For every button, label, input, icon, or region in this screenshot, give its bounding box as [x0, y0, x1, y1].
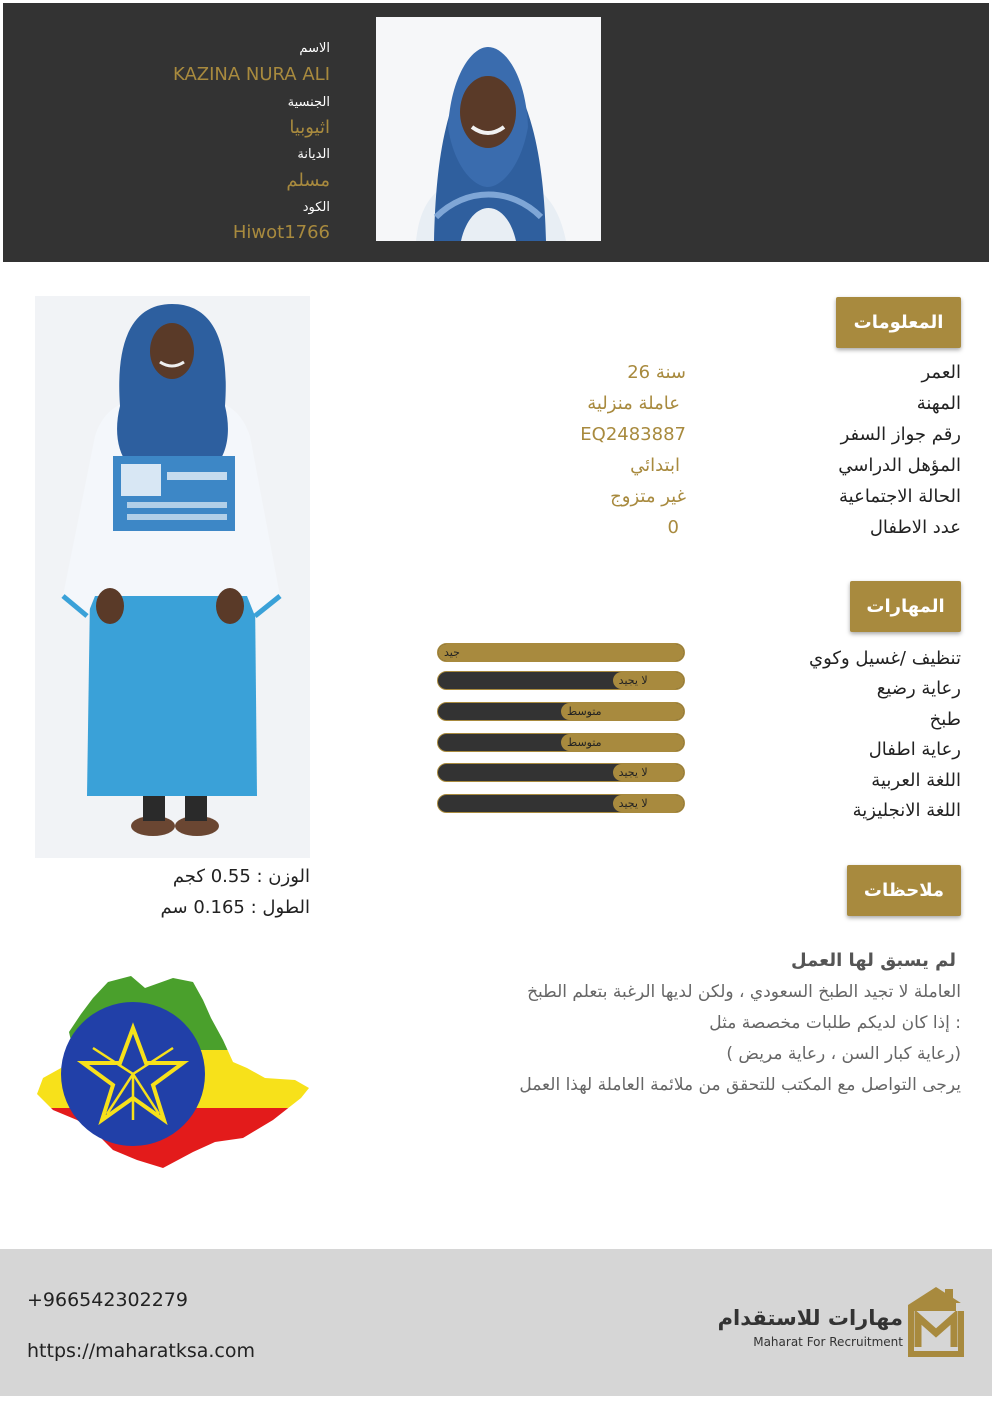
ethiopia-map-flag-icon — [33, 970, 313, 1180]
children-label: عدد الاطفال — [869, 517, 961, 538]
skill-bar-arabic — [437, 763, 685, 782]
profession-label: المهنة — [916, 393, 961, 414]
age-value: 26 سنة — [627, 362, 686, 383]
skill-bar-english — [437, 794, 685, 813]
nationality-label: الجنسية — [287, 95, 330, 110]
religion-value: مسلم — [286, 170, 330, 191]
skill-bar-child-care — [437, 733, 685, 752]
skill-level-text: لا يجيد — [618, 674, 648, 687]
skill-bar-fill — [561, 734, 684, 751]
portrait-photo-illustration — [376, 17, 601, 241]
note-line: ( رعاية كبار السن ، رعاية مريض) — [726, 1044, 961, 1064]
skill-level-text: لا يجيد — [618, 766, 648, 779]
note-line: يرجى التواصل مع المكتب للتحقق من ملائمة العاملة لهذا العمل — [519, 1075, 961, 1095]
logo-english-name: Maharat For Recruitment — [753, 1335, 903, 1349]
skill-label-cleaning: تنظيف /غسيل وكوي — [809, 648, 961, 669]
passport-label: رقم جواز السفر — [840, 424, 961, 445]
skill-level-text: متوسط — [567, 705, 602, 718]
note-line: إذا كان لديكم طلبات مخصصة مثل : — [709, 1013, 961, 1033]
logo-arabic-name: مهارات للاستقدام — [717, 1306, 903, 1330]
marital-status-value: غير متزوج — [610, 486, 686, 507]
skill-level-text: متوسط — [567, 736, 602, 749]
skill-bar-fill — [613, 672, 684, 689]
weight-value: الوزن : 0.55 كجم — [172, 866, 310, 887]
skill-bar-infant-care — [437, 671, 685, 690]
children-value: 0 — [667, 517, 679, 538]
nationality-value: اثيوبيا — [289, 117, 330, 138]
passport-value: EQ2483887 — [580, 424, 686, 445]
skills-section-tab: المهارات — [850, 581, 961, 632]
height-value: الطول : 0.165 سم — [160, 897, 310, 918]
education-label: المؤهل الدراسي — [838, 455, 961, 476]
skill-level-text: لا يجيد — [618, 797, 648, 810]
religion-label: الديانة — [297, 147, 330, 162]
note-line: العاملة لا تجيد الطبخ السعودي ، ولكن لديها الرغبة بتعلم الطبخ — [527, 982, 961, 1002]
skill-bar-fill — [613, 795, 684, 812]
full-body-photo — [35, 296, 310, 858]
info-section-tab: المعلومات — [836, 297, 961, 348]
skill-label-child-care: رعاية اطفال — [868, 739, 961, 760]
skill-bar-cooking — [437, 702, 685, 721]
skill-bar-fill — [561, 703, 684, 720]
portrait-photo — [376, 17, 601, 241]
age-label: العمر — [921, 362, 961, 383]
education-value: ابتدائي — [630, 455, 680, 476]
skill-label-cooking: طبخ — [929, 709, 961, 730]
skill-level-text: جيد — [444, 646, 460, 659]
code-value: Hiwot1766 — [232, 222, 330, 243]
full-body-photo-illustration — [35, 296, 310, 858]
worker-name: KAZINA NURA ALI — [172, 64, 330, 85]
skill-label-arabic: اللغة العربية — [871, 770, 961, 791]
name-label: الاسم — [299, 41, 330, 56]
skill-label-english: اللغة الانجليزية — [852, 800, 961, 821]
skill-bar-fill — [613, 764, 684, 781]
notes-section-tab: ملاحظات — [847, 865, 961, 916]
skill-label-infant-care: رعاية رضيع — [876, 678, 961, 699]
code-label: الكود — [302, 200, 330, 215]
skill-bar-cleaning — [437, 643, 685, 662]
website-link[interactable]: https://maharatksa.com — [27, 1340, 256, 1362]
marital-status-label: الحالة الاجتماعية — [839, 486, 961, 507]
phone-number[interactable]: +966542302279 — [27, 1289, 188, 1311]
profession-value: عاملة منزلية — [587, 393, 680, 414]
skill-bar-fill — [438, 644, 684, 661]
notes-heading: لم يسبق لها العمل — [791, 950, 956, 971]
